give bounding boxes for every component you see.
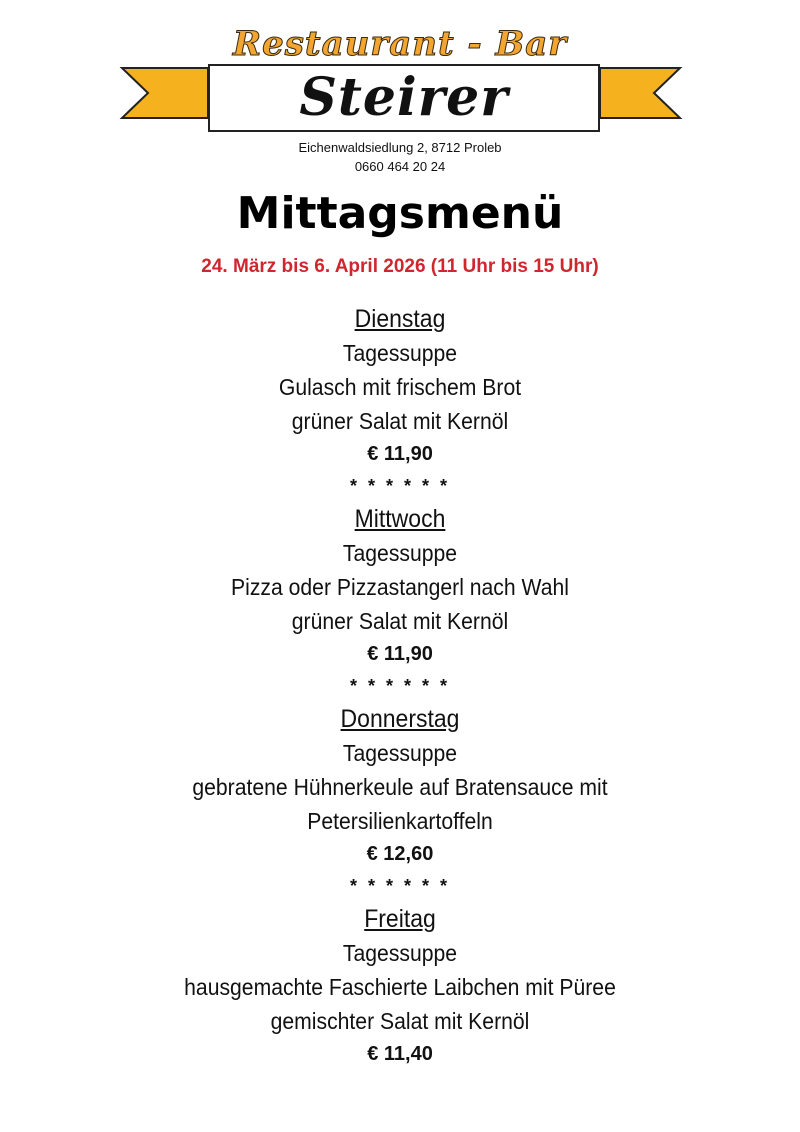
day-heading: Dienstag: [354, 305, 446, 333]
menu-item: gebratene Hühnerkeule auf Bratensauce mit: [192, 774, 608, 800]
day-heading: Donnerstag: [340, 705, 460, 733]
menu-item: Tagessuppe: [342, 340, 458, 366]
brand-name: Steirer: [299, 67, 509, 128]
separator: * * * * * *: [349, 676, 451, 696]
menu-item: grüner Salat mit Kernöl: [291, 608, 509, 634]
menu-price: € 11,90: [367, 443, 433, 465]
menu-item: Tagessuppe: [342, 540, 458, 566]
day-heading: Mittwoch: [354, 505, 446, 533]
menu-price: € 11,40: [367, 1043, 433, 1065]
menu-item: gemischter Salat mit Kernöl: [270, 1008, 530, 1034]
menu-item: hausgemachte Faschierte Laibchen mit Püree: [184, 974, 616, 1000]
menu-day: [0, 902, 800, 1070]
date-range: 24. März bis 6. April 2026 (11 Uhr bis 15 Uhr): [201, 256, 599, 277]
menu-day: [0, 502, 800, 702]
menu-day: [0, 702, 800, 902]
page-title: Mittagsmenü: [236, 188, 564, 239]
menu-day: [0, 302, 800, 502]
menu-item: Pizza oder Pizzastangerl nach Wahl: [231, 574, 569, 600]
menu-item: Tagessuppe: [342, 740, 458, 766]
brand-box: [208, 64, 600, 132]
day-heading: Freitag: [364, 905, 436, 933]
menu-item: Petersilienkartoffeln: [307, 808, 493, 834]
menu-item: Gulasch mit frischem Brot: [278, 374, 522, 400]
separator: * * * * * *: [349, 876, 451, 896]
menu-price: € 11,90: [367, 643, 433, 665]
menu-price: € 12,60: [366, 843, 434, 865]
address: Eichenwaldsiedlung 2, 8712 Proleb: [298, 140, 502, 155]
menu-item: Tagessuppe: [342, 940, 458, 966]
menu-list: [0, 302, 800, 1070]
logo-tagline: Restaurant - Bar: [232, 24, 568, 64]
phone-number: 0660 464 20 24: [354, 159, 446, 174]
menu-item: grüner Salat mit Kernöl: [291, 408, 509, 434]
separator: * * * * * *: [349, 476, 451, 496]
